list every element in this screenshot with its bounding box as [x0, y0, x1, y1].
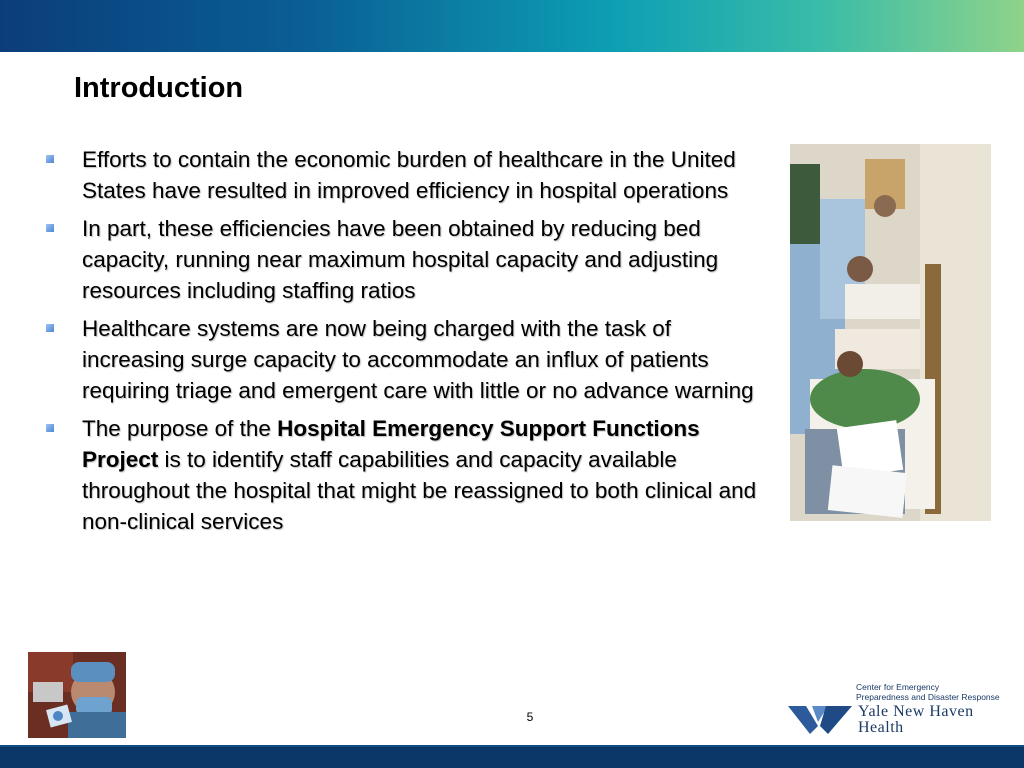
square-bullet-icon [46, 324, 54, 332]
hospital-hallway-photo [790, 144, 991, 521]
logo-tagline: Center for Emergency [856, 682, 940, 692]
bullet-text-prefix: The purpose of the [82, 416, 278, 441]
bullet-item [44, 213, 764, 306]
header-gradient-band [0, 0, 1024, 52]
square-bullet-icon [46, 424, 54, 432]
logo-name-line2: Health [858, 719, 904, 736]
bullet-item [44, 144, 764, 206]
bullet-text: Efforts to contain the economic burden of healthcare in the United States have resulted in improved efficiency in hospital operations [82, 147, 736, 203]
logo-tagline: Preparedness and Disaster Response [856, 692, 1000, 702]
bullet-text: In part, these efficiencies have been obtained by reducing bed capacity, running near maximum hospital capacity and adjusting resources including staffing ratios [82, 216, 719, 303]
yale-new-haven-health-logo [788, 682, 1008, 740]
square-bullet-icon [46, 224, 54, 232]
logo-wordmark [858, 704, 974, 736]
ynhh-wave-icon [788, 704, 852, 736]
bullet-text: Healthcare systems are now being charged with the task of increasing surge capacity to accommodate an influx of patients requiring triage and emergent care with little or no advance warning [82, 316, 754, 403]
bullet-text-suffix: is to identify staff capabilities and capacity available throughout the hospital that might be reassigned to both clinical and non-clinical services [82, 447, 757, 534]
footer-band [0, 745, 1024, 768]
page-number: 5 [526, 710, 534, 724]
bullet-list [44, 144, 764, 544]
logo-name-line1: Yale New Haven [858, 703, 974, 720]
bullet-item [44, 313, 764, 406]
square-bullet-icon [46, 155, 54, 163]
slide-title: Introduction [74, 72, 244, 104]
surgeon-collage-image [28, 652, 126, 738]
footer-divider [0, 745, 1024, 747]
bullet-item [44, 413, 764, 537]
project-name: Hospital Emergency Support Functions Project [82, 416, 700, 472]
